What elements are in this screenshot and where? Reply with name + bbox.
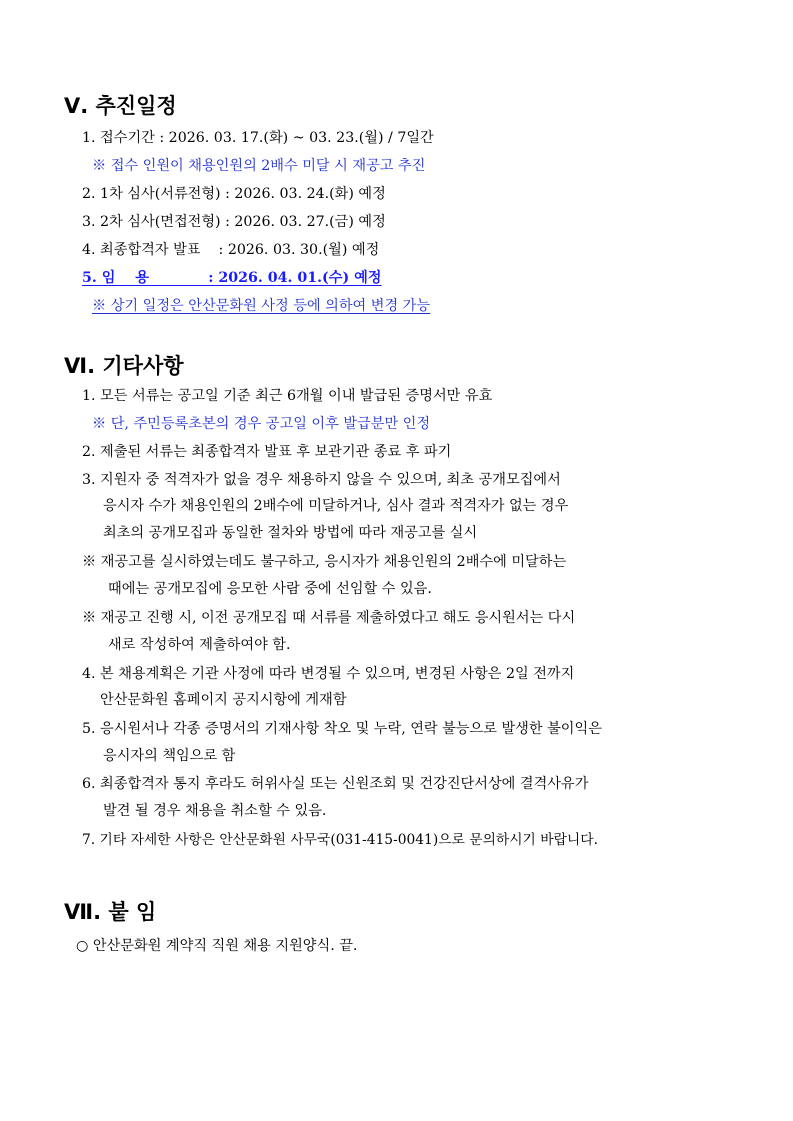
misc-item-5: 5. 응시원서나 각종 증명서의 기재사항 착오 및 누락, 연락 불능으로 발생한 불이익은 — [82, 721, 602, 737]
section-title-misc: Ⅵ. 기타사항 — [64, 354, 184, 378]
schedule-item-1: 1. 접수기간 : 2026. 03. 17.(화) ~ 03. 23.(월) / 7일간 — [82, 130, 434, 146]
attachment-item: ○ 안산문화원 계약직 직원 채용 지원양식. 끝. — [76, 938, 358, 954]
misc-item-6: 6. 최종합격자 통지 후라도 허위사실 또는 신원조회 및 건강진단서상에 결격사유가 — [82, 776, 589, 792]
section-title-schedule: Ⅴ. 추진일정 — [64, 94, 177, 118]
schedule-item-4: 4. 최종합격자 발표 : 2026. 03. 30.(월) 예정 — [82, 242, 380, 258]
schedule-note-change: ※ 상기 일정은 안산문화원 사정 등에 의하여 변경 가능 — [92, 298, 431, 314]
misc-item-3: 3. 지원자 중 적격자가 없을 경우 채용하지 않을 수 있으며, 최초 공개모집에서 — [82, 472, 561, 488]
misc-note-resident-copy: ※ 단, 주민등록초본의 경우 공고일 이후 발급분만 인정 — [92, 416, 431, 432]
misc-item-3-cont-2: 최초의 공개모집과 동일한 절차와 방법에 따라 재공고를 실시 — [103, 525, 478, 541]
misc-item-5-cont: 응시자의 책임으로 함 — [103, 748, 236, 764]
misc-item-6-cont: 발견 될 경우 채용을 취소할 수 있음. — [103, 803, 327, 819]
schedule-item-2: 2. 1차 심사(서류전형) : 2026. 03. 24.(화) 예정 — [82, 186, 386, 202]
misc-note-resubmit-cont: 새로 작성하여 제출하여야 함. — [108, 637, 291, 653]
misc-note-resubmit: ※ 재공고 진행 시, 이전 공개모집 때 서류를 제출하였다고 해도 응시원서는 다시 — [82, 610, 576, 626]
misc-note-reannounce: ※ 재공고를 실시하였는데도 불구하고, 응시자가 채용인원의 2배수에 미달하는 — [82, 554, 567, 570]
schedule-note-reannounce: ※ 접수 인원이 채용인원의 2배수 미달 시 재공고 추진 — [92, 158, 426, 174]
misc-item-3-cont-1: 응시자 수가 채용인원의 2배수에 미달하거나, 심사 결과 적격자가 없는 경우 — [103, 498, 569, 514]
misc-item-1: 1. 모든 서류는 공고일 기준 최근 6개월 이내 발급된 증명서만 유효 — [82, 388, 493, 404]
schedule-item-5-appointment: 5. 임 용 : 2026. 04. 01.(수) 예정 — [82, 270, 382, 286]
misc-item-7: 7. 기타 자세한 사항은 안산문화원 사무국(031-415-0041)으로 문의하시기 바랍니다. — [82, 832, 598, 848]
misc-note-reannounce-cont: 때에는 공개모집에 응모한 사람 중에 선임할 수 있음. — [108, 581, 432, 597]
misc-item-2: 2. 제출된 서류는 최종합격자 발표 후 보관기관 종료 후 파기 — [82, 444, 452, 460]
misc-item-4: 4. 본 채용계획은 기관 사정에 따라 변경될 수 있으며, 변경된 사항은 2일 전까지 — [82, 666, 575, 682]
section-title-attachment: Ⅶ. 붙 임 — [64, 900, 157, 924]
misc-item-4-cont: 안산문화원 홈페이지 공지시항에 게재함 — [100, 692, 347, 708]
schedule-item-3: 3. 2차 심사(면접전형) : 2026. 03. 27.(금) 예정 — [82, 214, 386, 230]
